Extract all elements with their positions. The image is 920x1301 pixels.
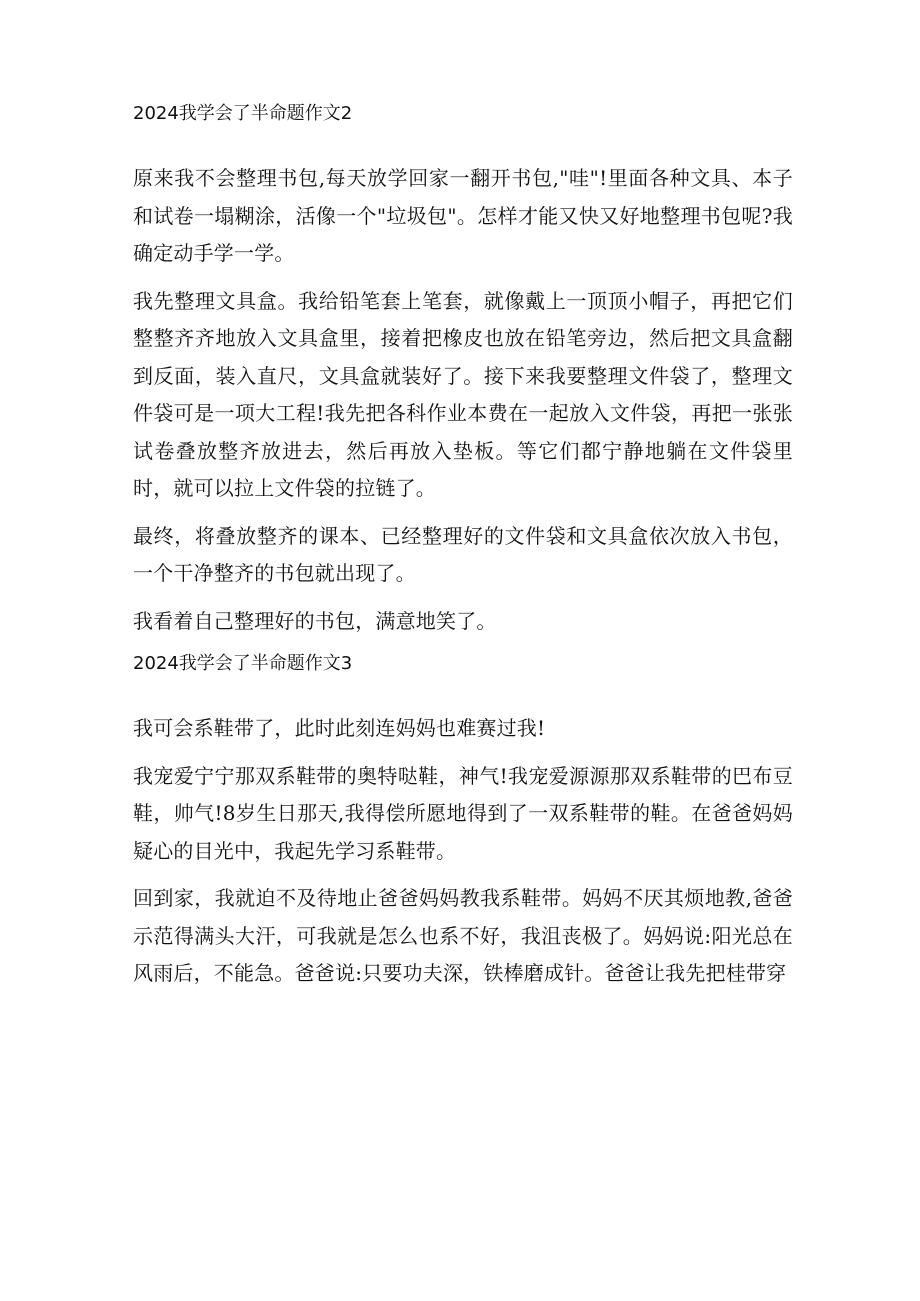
paragraph: 最终，将叠放整齐的课本、已经整理好的文件袋和文具盒依次放入书包，一个干净整齐的书包就出现了。 <box>133 523 793 585</box>
section-title: 2024我学会了半命题作文2 <box>133 103 353 124</box>
paragraph: 我先整理文具盒。我给铅笔套上笔套，就像戴上一顶顶小帽子，再把它们整整齐齐地放入文具盒里，接着把橡皮也放在铅笔旁边，然后把文具盒翻到反面，装入直尺，文具盒就装好了。接下来我要整理文件袋了，整理文件袋可是一项大工程!我先把各科作业本费在一起放入文件袋，再把一张张试卷叠放整齐放进去，然后再放入垫板。等它们都宁静地躺在文件袋里时，就可以拉上文件袋的拉链了。 <box>133 288 793 500</box>
paragraph: 我宠爱宁宁那双系鞋带的奥特哒鞋，神气!我宠爱源源那双系鞋带的巴布豆鞋，帅气!8岁生日那天,我得偿所愿地得到了一双系鞋带的鞋。在爸爸妈妈疑心的目光中，我起先学习系鞋带。 <box>133 763 793 863</box>
paragraph: 我看着自己整理好的书包，满意地笑了。 <box>133 608 497 633</box>
paragraph: 回到家，我就迫不及待地止爸爸妈妈教我系鞋带。妈妈不厌其烦地教,爸爸示范得满头大汗，可我就是怎么也系不好，我沮丧极了。妈妈说:阳光总在风雨后，不能急。爸爸说:只要功夫深，铁棒磨成针。爸爸让我先把桂带穿 <box>133 886 793 985</box>
document-body <box>133 100 793 1003</box>
paragraph: 我可会系鞋带了，此时此刻连妈妈也难赛过我! <box>133 716 546 740</box>
section-title: 2024我学会了半命题作文3 <box>133 653 353 674</box>
paragraph: 原来我不会整理书包,每天放学回家一翻开书包,"哇"!里面各种文具、本子和试卷一塌糊涂，活像一个"垃圾包"。怎样才能又快又好地整理书包呢?我确定动手学一学。 <box>133 166 793 265</box>
